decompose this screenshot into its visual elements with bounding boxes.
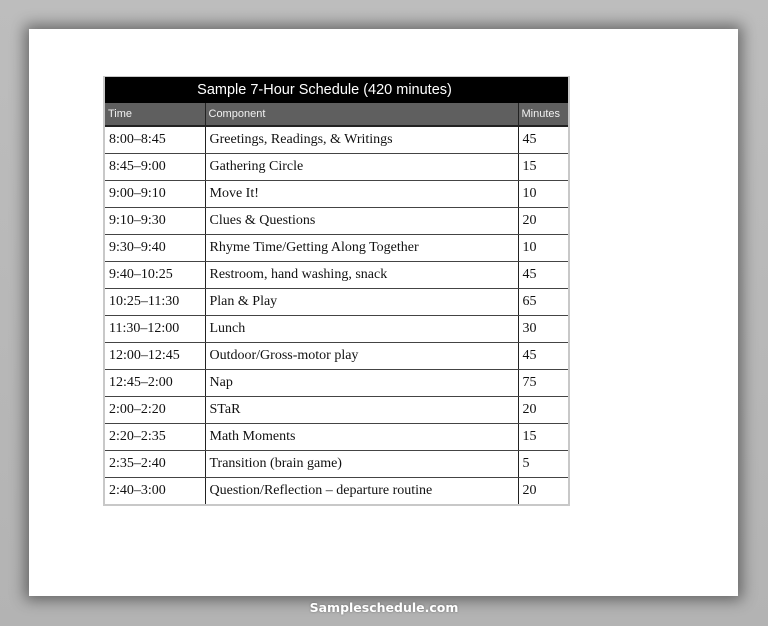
cell-minutes: 65 (518, 289, 568, 316)
cell-minutes: 45 (518, 126, 568, 154)
cell-component: Transition (brain game) (205, 451, 518, 478)
table-row (105, 316, 568, 343)
cell-time: 9:40–10:25 (105, 262, 205, 289)
cell-time: 2:40–3:00 (109, 483, 166, 498)
cell-minutes: 15 (518, 154, 568, 181)
cell-component: Gathering Circle (205, 154, 518, 181)
cell-component: Clues & Questions (205, 208, 518, 235)
table-row (105, 154, 568, 181)
table-row (105, 181, 568, 208)
table-row (105, 397, 568, 424)
column-header-minutes: Minutes (518, 103, 568, 126)
cell-component: Move It! (205, 181, 518, 208)
cell-component: Outdoor/Gross-motor play (205, 343, 518, 370)
cell-minutes: 45 (518, 343, 568, 370)
table-row (105, 478, 568, 505)
cell-component: Restroom, hand washing, snack (205, 262, 518, 289)
cell-component: STaR (205, 397, 518, 424)
cell-time: 2:00–2:20 (105, 397, 205, 424)
cell-time: 10:25–11:30 (105, 289, 205, 316)
cell-minutes: 20 (518, 208, 568, 235)
cell-time: 8:45–9:00 (105, 154, 205, 181)
cell-time: 9:10–9:30 (105, 208, 205, 235)
table-row (105, 262, 568, 289)
cell-component: Plan & Play (205, 289, 518, 316)
table-row (105, 289, 568, 316)
cell-component: Nap (205, 370, 518, 397)
cell-component: Greetings, Readings, & Writings (205, 126, 518, 154)
cell-component: Math Moments (205, 424, 518, 451)
column-header-time: Time (105, 103, 205, 126)
table-title: Sample 7-Hour Schedule (420 minutes) (105, 77, 568, 103)
table-row (105, 370, 568, 397)
cell-time: 9:30–9:40 (105, 235, 205, 262)
cell-time: 12:00–12:45 (105, 343, 205, 370)
cell-minutes: 15 (518, 424, 568, 451)
cell-time: 11:30–12:00 (105, 316, 205, 343)
cell-minutes: 20 (518, 478, 568, 505)
cell-minutes: 45 (518, 262, 568, 289)
cell-time: 2:35–2:40 (105, 451, 205, 478)
schedule-table-container (103, 76, 570, 506)
cell-minutes: 20 (518, 397, 568, 424)
cell-time: 2:20–2:35 (105, 424, 205, 451)
cell-minutes: 30 (518, 316, 568, 343)
table-row (105, 424, 568, 451)
table-header-row (105, 103, 568, 126)
cell-minutes: 10 (518, 181, 568, 208)
table-row (105, 126, 568, 154)
cell-time: 8:00–8:45 (105, 126, 205, 154)
table-row (105, 343, 568, 370)
column-header-component: Component (205, 103, 518, 126)
cell-minutes: 10 (518, 235, 568, 262)
cell-component: Rhyme Time/Getting Along Together (205, 235, 518, 262)
cell-minutes: 75 (518, 370, 568, 397)
document-page (29, 29, 738, 596)
watermark: Sampleschedule.com (309, 600, 459, 615)
table-row (105, 208, 568, 235)
cell-time: 9:00–9:10 (105, 181, 205, 208)
table-row (105, 451, 568, 478)
cell-component: Lunch (205, 316, 518, 343)
table-row (105, 235, 568, 262)
cell-minutes: 5 (518, 451, 568, 478)
cell-time: 12:45–2:00 (105, 370, 205, 397)
cell-component: Question/Reflection – departure routine (205, 478, 518, 505)
schedule-table (105, 103, 568, 504)
